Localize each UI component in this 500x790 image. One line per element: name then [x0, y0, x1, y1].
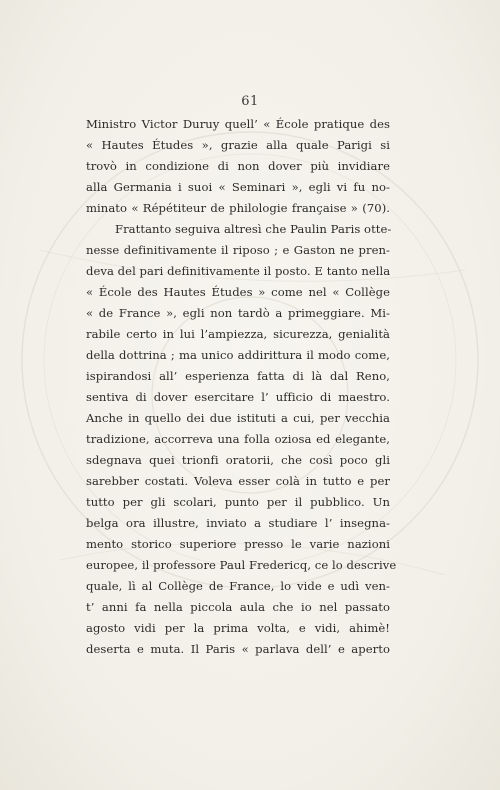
text-line: « Hautes Études », grazie alla quale Parigi si	[86, 138, 390, 152]
text-line: « de France », egli non tardò a primeggiare. Mi-	[86, 306, 390, 320]
text-line: trovò in condizione di non dover più invidiare	[86, 159, 390, 173]
text-line: nesse definitivamente il riposo ; e Gaston ne pren-	[86, 243, 390, 257]
text-line: agosto vidi per la prima volta, e vidi, ahimè!	[86, 621, 390, 635]
text-line: Anche in quello dei due istituti a cui, per vecchia	[86, 411, 390, 425]
body-text	[86, 114, 397, 660]
text-line: belga ora illustre, inviato a studiare l’ insegna-	[86, 516, 390, 530]
text-line: sentiva di dover esercitare l’ ufficio di maestro.	[86, 390, 390, 404]
text-line: alla Germania i suoi « Seminari », egli vi fu no-	[86, 180, 390, 194]
text-line: t’ anni fa nella piccola aula che io nel passato	[86, 600, 390, 614]
text-line: quale, lì al Collège de France, lo vide e udì ven-	[86, 579, 390, 593]
text-line: tutto per gli scolari, punto per il pubblico. Un	[86, 495, 390, 509]
text-line: tradizione, accorreva una folla oziosa ed elegante,	[86, 432, 390, 446]
text-line: europee, il professore Paul Fredericq, ce lo descrive	[86, 558, 397, 572]
text-line: Frattanto seguiva altresì che Paulin Paris otte-	[115, 222, 392, 236]
text-line: rabile certo in lui l’ampiezza, sicurezza, genialità	[86, 327, 390, 341]
text-line: Ministro Victor Duruy quell’ « École pratique des	[86, 117, 390, 131]
page-number: 61	[241, 94, 259, 109]
text-line: della dottrina ; ma unico addirittura il modo come,	[86, 348, 390, 362]
text-line: minato « Répétiteur de philologie française » (70).	[86, 201, 390, 215]
text-line: deserta e muta. Il Paris « parlava dell’ e aperto	[86, 642, 390, 656]
text-line: ispirandosi all’ esperienza fatta di là dal Reno,	[86, 369, 390, 383]
text-line: « École des Hautes Études » come nel « Collège	[86, 285, 390, 299]
text-line: sarebber costati. Voleva esser colà in tutto e per	[86, 474, 390, 488]
text-line: deva del pari definitivamente il posto. E tanto nella	[86, 264, 391, 278]
text-line: sdegnava quei trionfi oratorii, che così poco gli	[86, 453, 390, 467]
text-line: mento storico superiore presso le varie nazioni	[86, 537, 390, 551]
